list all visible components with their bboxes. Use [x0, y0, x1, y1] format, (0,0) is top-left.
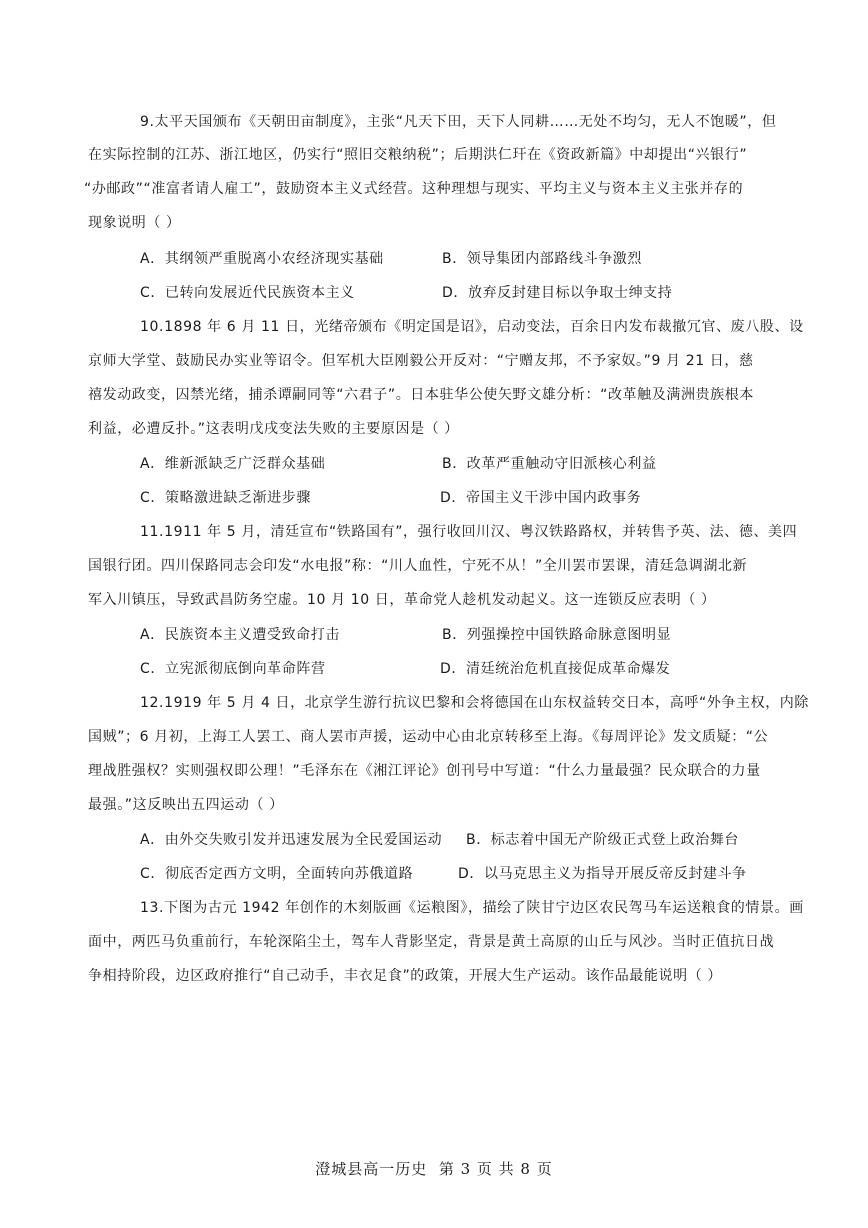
- q10-line-4: 利益，必遭反扑。”这表明戊戌变法失败的主要原因是（ ）: [88, 421, 459, 437]
- q13-line-2: 面中，两匹马负重前行，车轮深陷尘土，驾车人背影坚定，背景是黄土高原的山丘与风沙。当时正值抗日战: [88, 934, 775, 950]
- q10-option-b: B．改革严重触动守旧派核心利益: [442, 456, 657, 472]
- q11-option-d: D．清廷统治危机直接促成革命爆发: [440, 661, 671, 677]
- q10-line-2: 京师大学堂、鼓励民办实业等诏令。但军机大臣刚毅公开反对：“宁赠友邦，不予家奴。”9 月 21 日，慈: [88, 353, 754, 369]
- q12-line-4: 最强。”这反映出五四运动（ ）: [88, 797, 284, 813]
- q12-option-a: A．由外交失败引发并迅速发展为全民爱国运动: [140, 832, 443, 848]
- q12-option-d: D．以马克思主义为指导开展反帝反封建斗争: [458, 866, 747, 882]
- page-footer: [0, 1158, 868, 1180]
- q9-line-1: 9.太平天国颁布《天朝田亩制度》，主张“凡天下田，天下人同耕……无处不均匀，无人不饱暖”，但: [140, 114, 777, 130]
- footer-page-number: 第 3 页 共 8 页: [438, 1160, 553, 1178]
- q9-line-4: 现象说明（ ）: [88, 215, 181, 231]
- q12-line-1: 12.1919 年 5 月 4 日，北京学生游行抗议巴黎和会将德国在山东权益转交日本，高呼“外争主权，内除: [140, 695, 810, 711]
- q11-option-a: A．民族资本主义遭受致命打击: [140, 627, 340, 643]
- q10-line-3: 禧发动政变，囚禁光绪，捕杀谭嗣同等“六君子”。日本驻华公使矢野文雄分析：“改革触及满洲贵族根本: [88, 387, 754, 403]
- q12-line-3: 理战胜强权？实则强权即公理！”毛泽东在《湘江评论》创刊号中写道：“什么力量最强？民众联合的力量: [88, 763, 761, 779]
- q11-line-1: 11.1911 年 5 月，清廷宣布“铁路国有”，强行收回川汉、粤汉铁路路权，并转售予英、法、德、美四: [140, 524, 798, 540]
- footer-title: 澄城县高一历史: [315, 1160, 428, 1178]
- q11-option-b: B．列强操控中国铁路命脉意图明显: [442, 627, 672, 643]
- q10-option-c: C．策略激进缺乏渐进步骤: [140, 490, 311, 506]
- q11-line-2: 国银行团。四川保路同志会印发“水电报”称：“川人血性，宁死不从！”全川罢市罢课，清廷急调湖北新: [88, 558, 748, 574]
- q12-option-c: C．彻底否定西方文明，全面转向苏俄道路: [140, 866, 414, 882]
- q12-option-b: B．标志着中国无产阶级正式登上政治舞台: [466, 832, 740, 848]
- q9-option-b: B．领导集团内部路线斗争激烈: [442, 251, 643, 267]
- q13-line-3: 争相持阶段，边区政府推行“自己动手，丰衣足食”的政策，开展大生产运动。该作品最能说明（ ）: [88, 968, 722, 984]
- q9-line-3: “办邮政”“准富者请人雇工”，鼓励资本主义式经营。这种理想与现实、平均主义与资本主义主张并存的: [84, 181, 744, 197]
- q10-option-a: A．维新派缺乏广泛群众基础: [140, 456, 326, 472]
- q13-line-1: 13.下图为古元 1942 年创作的木刻版画《运粮图》，描绘了陕甘宁边区农民驾马车运送粮食的情景。画: [140, 900, 804, 916]
- q9-line-2: 在实际控制的江苏、浙江地区，仍实行“照旧交粮纳税”；后期洪仁玕在《资政新篇》中却提出“兴银行”: [88, 147, 748, 163]
- q12-line-2: 国贼”；6 月初，上海工人罢工、商人罢市声援，运动中心由北京转移至上海。《每周评论》发文质疑：“公: [88, 729, 769, 745]
- q9-option-d: D．放弃反封建目标以争取士绅支持: [442, 285, 673, 301]
- q11-option-c: C．立宪派彻底倒向革命阵营: [140, 661, 326, 677]
- q9-option-a: A．其纲领严重脱离小农经济现实基础: [140, 251, 384, 267]
- q10-option-d: D．帝国主义干涉中国内政事务: [440, 490, 642, 506]
- q9-option-c: C．已转向发展近代民族资本主义: [140, 285, 355, 301]
- q10-line-1: 10.1898 年 6 月 11 日，光绪帝颁布《明定国是诏》，启动变法，百余日内发布裁撤冗官、废八股、设: [140, 319, 804, 335]
- q11-line-3: 军入川镇压，导致武昌防务空虚。10 月 10 日，革命党人趁机发动起义。这一连锁反应表明（ ）: [88, 592, 716, 608]
